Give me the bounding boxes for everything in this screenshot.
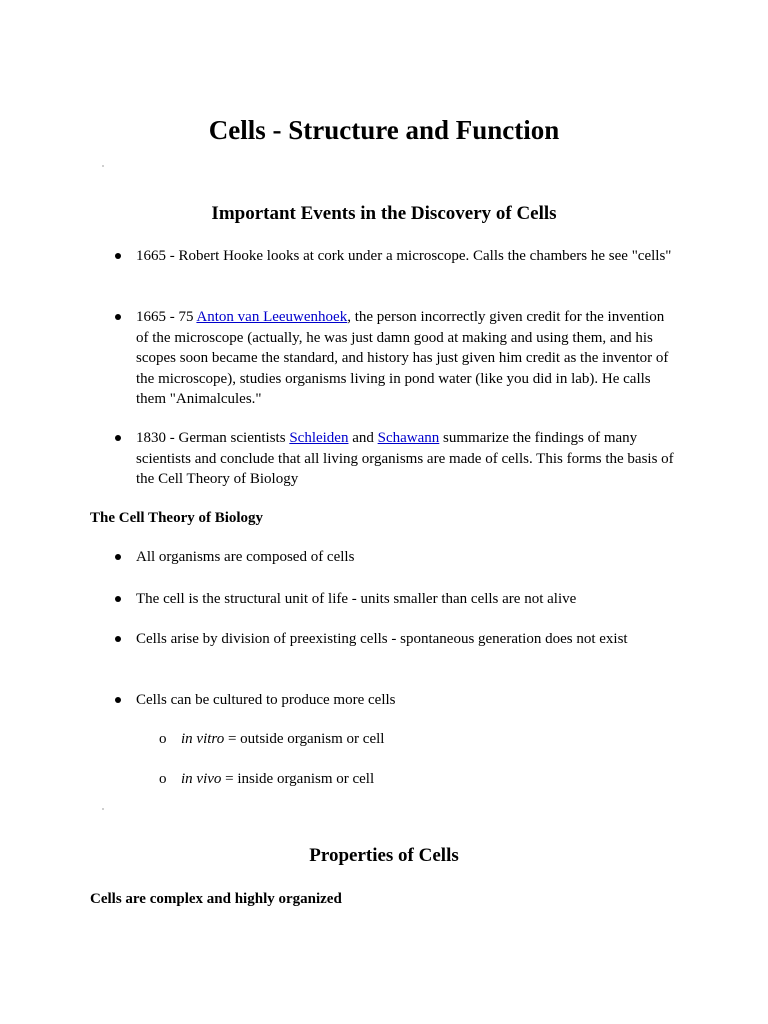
page-marker <box>102 808 104 810</box>
event-suffix: , the person incorrectly given credit for the invention of the microscope (actually, he was just damn good at making and using them, and his scopes soon became the standard, and history has just given him credit as the inventor of the microscope), studies organisms living in pond water (like you did in lab). He calls them "Animalcules." <box>136 309 669 407</box>
subitem-in-vitro <box>181 729 621 749</box>
properties-subheading: Cells are complex and highly organized <box>90 891 342 907</box>
event-suffix: summarize the findings of many scientists and conclude that all living organisms are made of cells. This forms the basis of the Cell Theory of Biology <box>136 430 674 487</box>
subitem-in-vivo <box>181 769 621 789</box>
subitem-definition: = outside organism or cell <box>224 731 385 747</box>
link-leeuwenhoek[interactable]: Anton van Leeuwenhoek <box>196 309 348 325</box>
subitem-term: in vitro <box>181 731 225 747</box>
event-prefix: 1665 - 75 <box>136 309 197 325</box>
link-schawann[interactable]: Schawann <box>377 430 440 446</box>
theory-item: The cell is the structural unit of life - units smaller than cells are not alive <box>136 589 676 610</box>
page-marker <box>102 165 104 167</box>
subitem-term: in vivo <box>181 771 222 787</box>
event-prefix: 1830 - German scientists <box>136 430 290 446</box>
event-item-leeuwenhoek <box>136 307 676 410</box>
event-item-1830 <box>136 428 676 490</box>
section-heading-discovery: Important Events in the Discovery of Cells <box>211 203 557 224</box>
theory-item: Cells arise by division of preexisting cells - spontaneous generation does not exist <box>136 629 676 650</box>
page-title: Cells - Structure and Function <box>208 115 560 145</box>
section-heading-properties: Properties of Cells <box>309 845 459 866</box>
cell-theory-heading: The Cell Theory of Biology <box>90 510 264 526</box>
event-item-hooke <box>136 246 676 267</box>
theory-item: All organisms are composed of cells <box>136 547 676 568</box>
theory-item: Cells can be cultured to produce more cells <box>136 690 676 711</box>
subitem-definition: = inside organism or cell <box>221 771 375 787</box>
event-text: 1665 - Robert Hooke looks at cork under a microscope. Calls the chambers he see "cells" <box>136 248 672 264</box>
event-middle: and <box>348 430 378 446</box>
link-schleiden[interactable]: Schleiden <box>289 430 349 446</box>
